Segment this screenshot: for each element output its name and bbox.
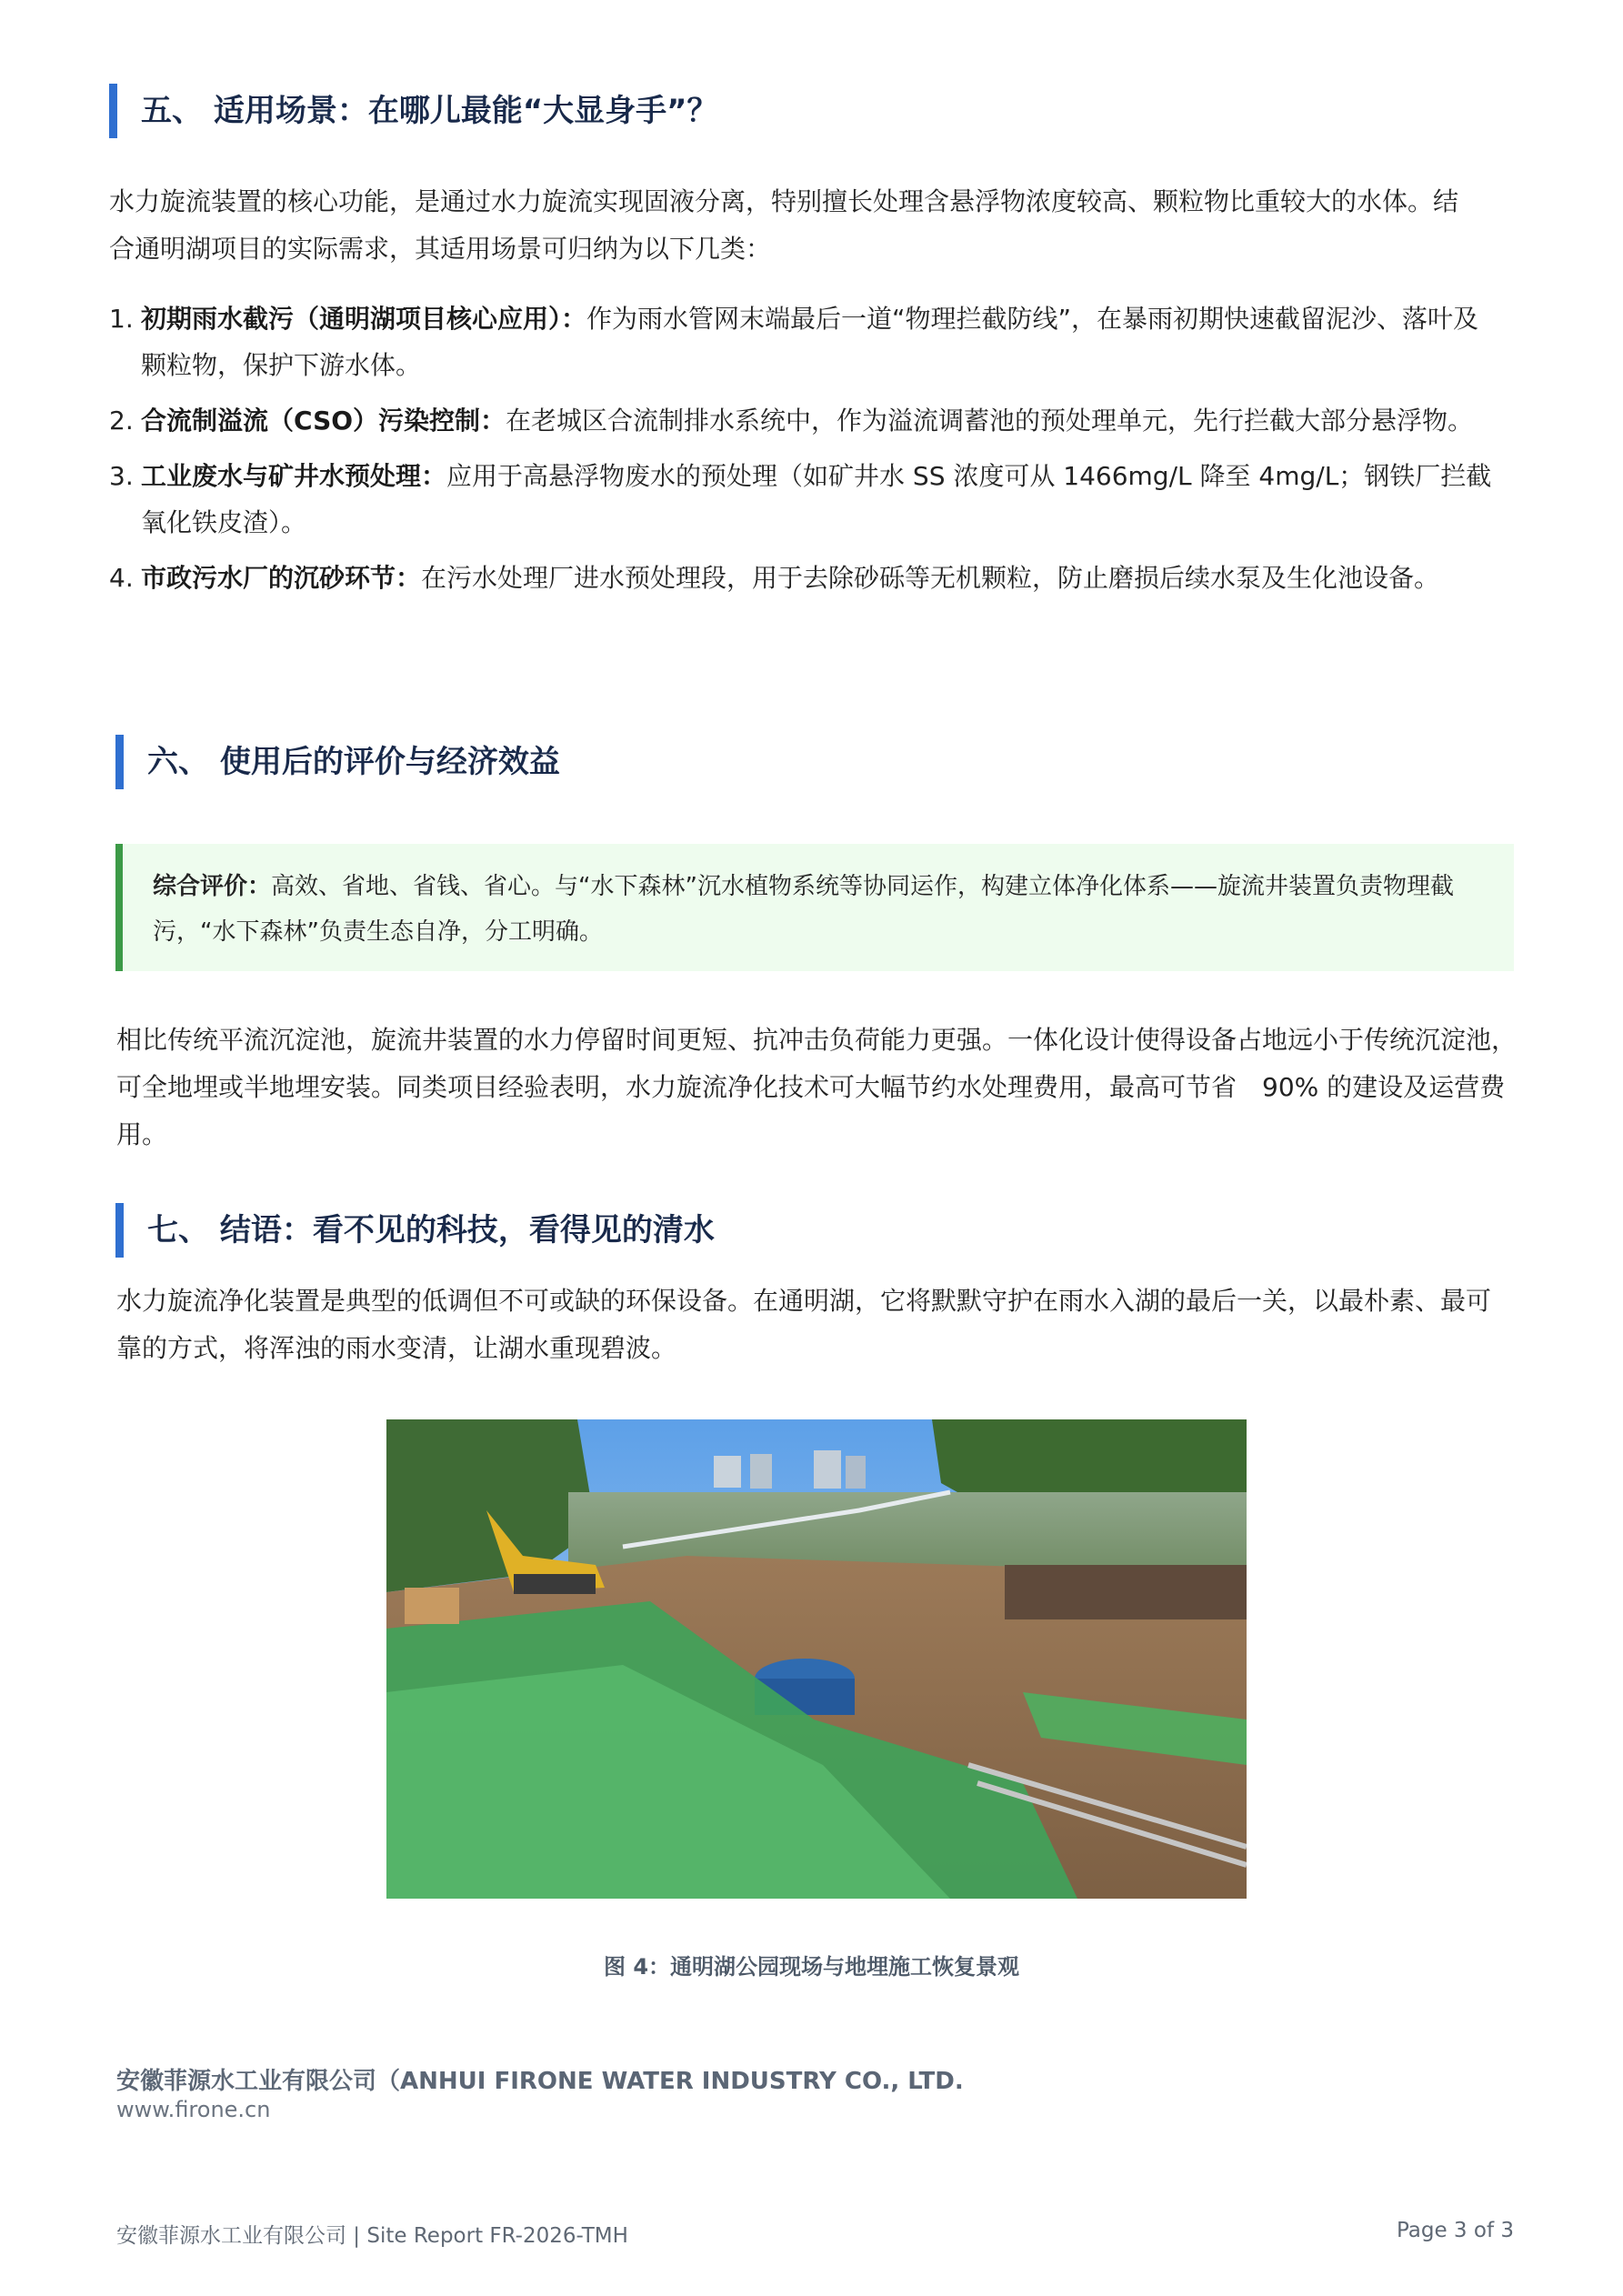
list-item-number: 4. [109, 563, 134, 593]
section-6-body: 相比传统平流沉淀池，旋流井装置的水力停留时间更短、抗冲击负荷能力更强。一体化设计使得设备占地远小于传统沉淀池，可全地埋或半地埋安装。同类项目经验表明，水力旋流净化技术可大幅节约水处理费用，最高可节省 90% 的建设及运营费用。 [116, 1025, 1518, 1149]
footer-report-id: 安徽菲源水工业有限公司 | Site Report FR-2026-TMH [116, 2224, 628, 2248]
list-item-number: 1. [109, 304, 134, 334]
section-6-title: 六、 使用后的评价与经济效益 [147, 744, 560, 780]
footer-page-number: Page 3 of 3 [1396, 2219, 1514, 2242]
site-photo [386, 1419, 1247, 1899]
section-7-body: 水力旋流净化装置是典型的低调但不可或缺的环保设备。在通明湖，它将默默守护在雨水入湖的最后一关，以最朴素、最可靠的方式，将浑浊的雨水变清，让湖水重现碧波。 [116, 1286, 1492, 1363]
scenario-list [109, 296, 1500, 610]
company-name: 安徽菲源水工业有限公司（ANHUI FIRONE WATER INDUSTRY CO., LTD. [116, 2068, 964, 2095]
section-7-title: 七、 结语：看不见的科技，看得见的清水 [147, 1212, 715, 1248]
list-item [109, 555, 1500, 601]
callout-text: 高效、省地、省钱、省心。与“水下森林”沉水植物系统等协同运作，构建立体净化体系——旋流井装置负责物理截污，“水下森林”负责生态自净，分工明确。 [153, 873, 1454, 946]
list-item-label: 工业废水与矿井水预处理： [141, 461, 447, 491]
list-item-number: 3. [109, 461, 134, 491]
section-5-title: 五、 适用场景：在哪儿最能“大显身手”？ [141, 93, 718, 129]
list-item-text: 应用于高悬浮物废水的预处理（如矿井水 SS 浓度可从 1466mg/L 降至 4mg/L；钢铁厂拦截氧化铁皮渣）。 [141, 461, 1492, 537]
evaluation-callout [115, 844, 1514, 971]
section-5-heading [109, 84, 718, 138]
figure-caption: 图 4：通明湖公园现场与地埋施工恢复景观 [603, 1954, 1020, 1980]
section-6-heading [115, 735, 560, 789]
section-7-heading [115, 1203, 715, 1258]
list-item-text: 在老城区合流制排水系统中，作为溢流调蓄池的预处理单元，先行拦截大部分悬浮物。 [506, 406, 1474, 436]
company-website: www.firone.cn [116, 2097, 271, 2122]
list-item [109, 397, 1500, 444]
list-item [109, 453, 1500, 546]
list-item-label: 初期雨水截污（通明湖项目核心应用）： [141, 304, 587, 334]
list-item-label: 市政污水厂的沉砂环节： [141, 563, 422, 593]
list-item-number: 2. [109, 406, 134, 436]
list-item-text: 作为雨水管网末端最后一道“物理拦截防线”，在暴雨初期快速截留泥沙、落叶及颗粒物，保护下游水体。 [141, 304, 1479, 380]
callout-label: 综合评价： [153, 873, 272, 900]
section-5-intro: 水力旋流装置的核心功能，是通过水力旋流实现固液分离，特别擅长处理含悬浮物浓度较高、颗粒物比重较大的水体。结合通明湖项目的实际需求，其适用场景可归纳为以下几类： [109, 186, 1459, 264]
list-item-text: 在污水处理厂进水预处理段，用于去除砂砾等无机颗粒，防止磨损后续水泵及生化池设备。 [421, 563, 1440, 593]
list-item-label: 合流制溢流（CSO）污染控制： [141, 406, 506, 436]
list-item [109, 296, 1500, 388]
